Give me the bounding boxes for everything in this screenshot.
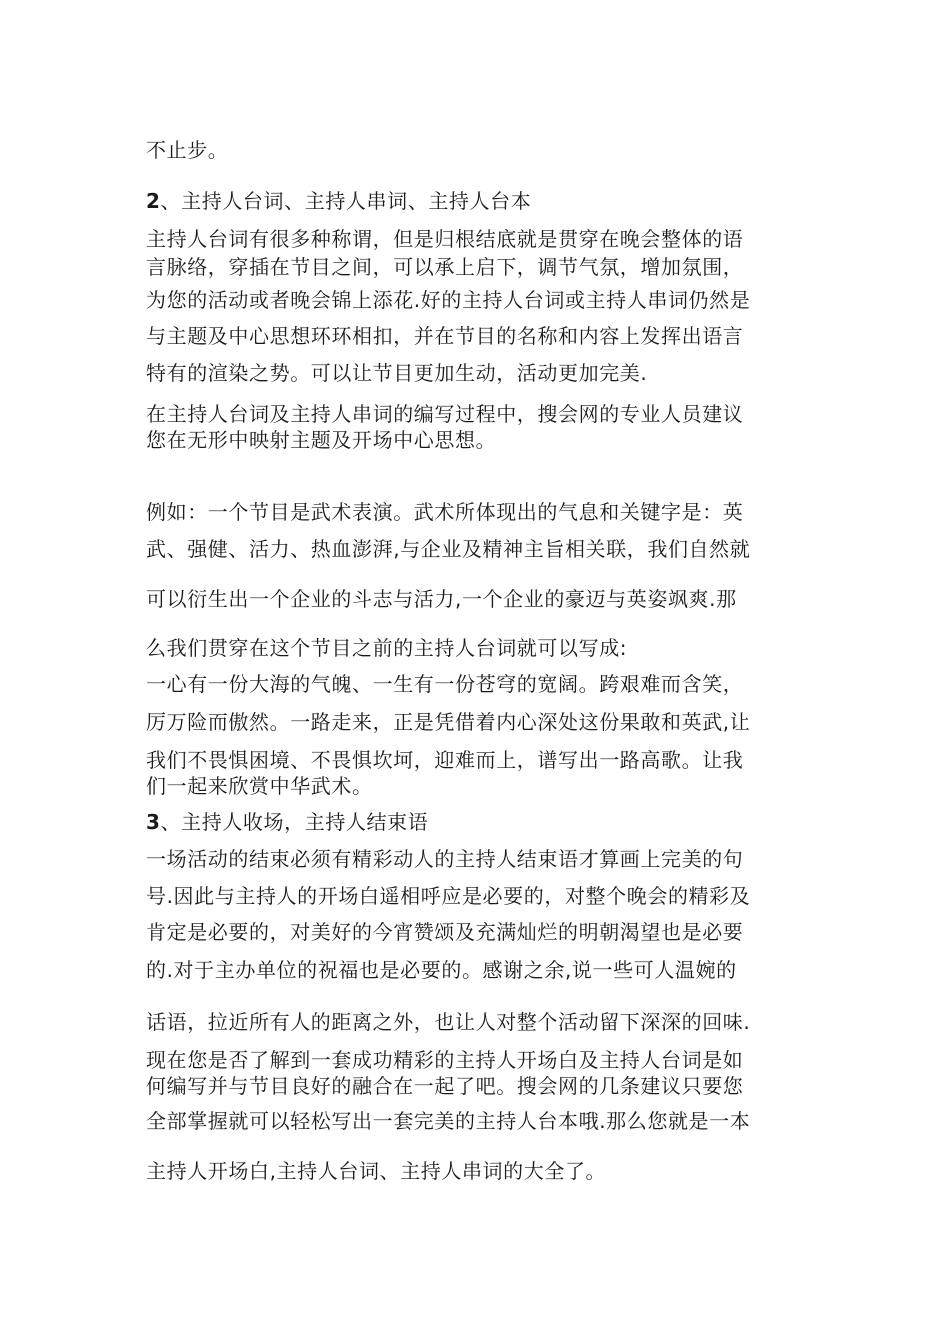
text-line: 现在您是否了解到一套成功精彩的主持人开场白及主持人台词是如 bbox=[146, 1048, 744, 1072]
section-number: 3 bbox=[146, 810, 161, 834]
text-line: 主持人台词有很多种称谓，但是归根结底就是贯穿在晚会整体的语 bbox=[146, 227, 744, 251]
section-heading-3 bbox=[146, 808, 806, 836]
text-line: 肯定是必要的，对美好的今宵赞颂及充满灿烂的明朝渴望也是必要 bbox=[146, 920, 744, 944]
text-line: 们一起来欣赏中华武术。 bbox=[146, 774, 373, 798]
text-line: 为您的活动或者晚会锦上添花.好的主持人台词或主持人串词仍然是 bbox=[146, 288, 751, 312]
text-line: 在主持人台词及主持人串词的编写过程中，搜会网的专业人员建议 bbox=[146, 402, 744, 426]
text-line: 例如：一个节目是武术表演。武术所体现出的气息和关键字是：英 bbox=[146, 500, 744, 524]
text-line: 武、强健、活力、热血澎湃,与企业及精神主旨相关联，我们自然就 bbox=[146, 537, 751, 561]
text-line: 厉万险而傲然。一路走来，正是凭借着内心深处这份果敢和英武,让 bbox=[146, 710, 751, 734]
section-title: 、主持人收场，主持人结束语 bbox=[160, 810, 429, 834]
section-heading-2 bbox=[146, 187, 806, 215]
text-line: 的.对于主办单位的祝福也是必要的。感谢之余,说一些可人温婉的 bbox=[146, 958, 737, 982]
text-line: 不止步。 bbox=[146, 138, 229, 162]
text-line: 一心有一份大海的气魄、一生有一份苍穹的宽阔。跨艰难而含笑， bbox=[146, 672, 744, 696]
text-line: 我们不畏惧困境、不畏惧坎坷，迎难而上，谱写出一路高歌。让我 bbox=[146, 748, 744, 772]
text-line: 么我们贯穿在这个节目之前的主持人台词就可以写成: bbox=[146, 636, 628, 660]
text-line: 您在无形中映射主题及开场中心思想。 bbox=[146, 428, 497, 452]
text-line: 一场活动的结束必须有精彩动人的主持人结束语才算画上完美的句 bbox=[146, 847, 744, 871]
text-line: 言脉络，穿插在节目之间，可以承上启下，调节气氛，增加氛围， bbox=[146, 255, 744, 279]
text-line: 可以衍生出一个企业的斗志与活力,一个企业的豪迈与英姿飒爽.那 bbox=[146, 587, 737, 611]
text-line: 特有的渲染之势。可以让节目更加生动，活动更加完美. bbox=[146, 361, 648, 385]
section-number: 2 bbox=[146, 189, 161, 213]
text-line: 与主题及中心思想环环相扣，并在节目的名称和内容上发挥出语言 bbox=[146, 324, 744, 348]
text-line: 话语，拉近所有人的距离之外，也让人对整个活动留下深深的回味. bbox=[146, 1010, 751, 1034]
text-line: 主持人开场白,主持人台词、主持人串词的大全了。 bbox=[146, 1159, 607, 1183]
text-line: 何编写并与节目良好的融合在一起了吧。搜会网的几条建议只要您 bbox=[146, 1074, 744, 1098]
section-title: 、主持人台词、主持人串词、主持人台本 bbox=[160, 189, 532, 213]
text-line: 全部掌握就可以轻松写出一套完美的主持人台本哦.那么您就是一本 bbox=[146, 1109, 751, 1133]
text-line: 号.因此与主持人的开场白遥相呼应是必要的，对整个晚会的精彩及 bbox=[146, 884, 751, 908]
